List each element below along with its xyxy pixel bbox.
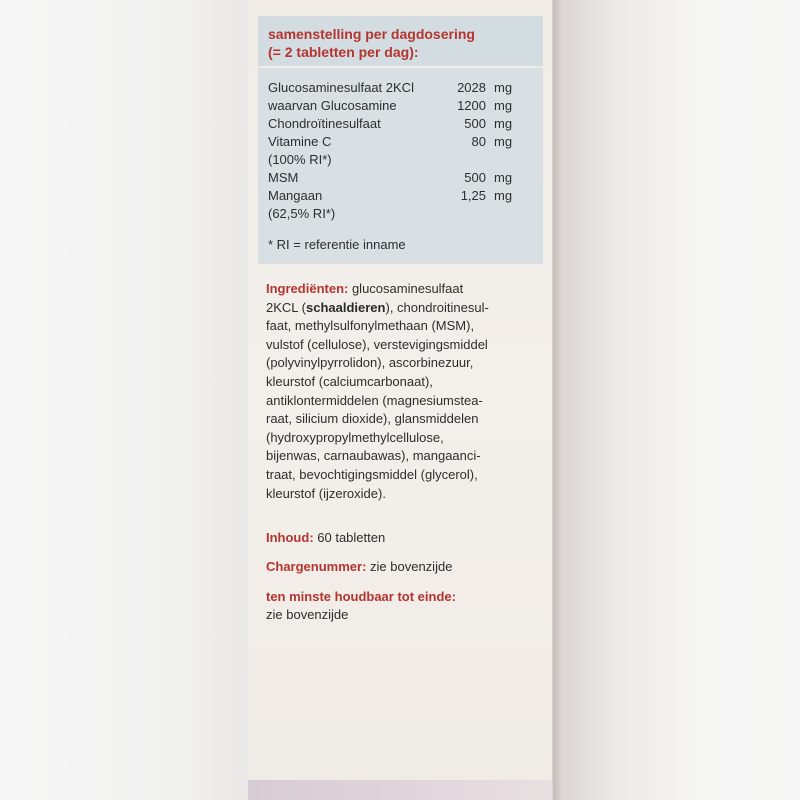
ingredients-line: kleurstof (calciumcarbonaat), — [266, 373, 433, 389]
ingredients-line: (hydroxypropylmethylcellulose, — [266, 429, 444, 445]
ingredients-line — [266, 299, 546, 318]
nutrient-unit: mg — [494, 98, 513, 113]
charge-line — [266, 559, 452, 574]
nutrient-unit: mg — [494, 170, 513, 185]
nutrient-unit: mg — [494, 134, 513, 149]
table-row — [268, 116, 536, 134]
nutrient-amount: 500 — [464, 116, 486, 131]
ri-footnote: * RI = referentie inname — [268, 237, 406, 252]
ingredients-line: raat, silicium dioxide), glansmiddelen — [266, 411, 479, 427]
nutrient-unit: mg — [494, 116, 513, 131]
ingredients-line: antiklontermiddelen (magnesiumstea- — [266, 392, 483, 408]
package-bottom-strip — [248, 780, 553, 800]
nutrient-amount: 500 — [464, 170, 486, 185]
ingredients-text — [266, 280, 546, 503]
mangaan-ri: (62,5% RI*) — [268, 206, 336, 221]
nutrient-name: Chondroïtinesulfaat — [268, 116, 381, 131]
nutrient-amount: 1200 — [457, 98, 486, 113]
inhoud-value: 60 tabletten — [313, 530, 386, 545]
nutrient-name: Glucosaminesulfaat 2KCl — [268, 80, 414, 95]
table-row — [268, 188, 536, 206]
nutrient-amount: 80 — [471, 134, 486, 149]
nutrient-amount: 1,25 — [460, 188, 486, 203]
nutrient-name: Mangaan — [268, 188, 323, 203]
houdbaar-label — [266, 589, 456, 604]
vitamin-c-ri: (100% RI*) — [268, 152, 332, 167]
composition-subtitle: (= 2 tabletten per dag): — [268, 44, 419, 60]
charge-label: Chargenummer: — [266, 559, 367, 574]
nutrient-unit: mg — [494, 80, 513, 95]
ingredients-line: (polyvinylpyrrolidon), ascorbinezuur, — [266, 355, 474, 371]
ingredients-line: bijenwas, carnaubawas), mangaanci- — [266, 448, 481, 464]
table-row — [268, 80, 536, 98]
ingredients-line: faat, methylsulfonylmethaan (MSM), — [266, 318, 475, 334]
nutrient-name: waarvan Glucosamine — [268, 98, 397, 113]
background-left — [0, 0, 248, 800]
houdbaar-value: zie bovenzijde — [266, 607, 349, 622]
ingredients-line: kleurstof (ijzeroxide). — [266, 485, 386, 501]
nutrient-name: MSM — [268, 170, 299, 185]
ingredients-line: traat, bevochtigingsmiddel (glycerol), — [266, 466, 478, 482]
inhoud-label: Inhoud: — [266, 530, 314, 545]
ingredients-line: vulstof (cellulose), verstevigingsmiddel — [266, 336, 488, 352]
ingredients-text-part: 2KCL ( — [266, 299, 306, 315]
composition-header — [258, 16, 543, 68]
nutrient-name: Vitamine C — [268, 134, 332, 149]
inhoud-line — [266, 530, 385, 545]
composition-table — [258, 16, 543, 264]
table-row — [268, 170, 536, 188]
nutrient-amount: 2028 — [457, 80, 486, 95]
ingredients-text-part: glucosaminesulfaat — [348, 281, 464, 296]
table-row — [268, 134, 536, 152]
table-row — [268, 98, 536, 116]
ingredients-text-part: ), chondroitinesul- — [385, 299, 489, 315]
ingredients-label: Ingrediënten: — [266, 281, 349, 296]
nutrient-unit: mg — [494, 188, 513, 203]
houdbaar-label-text: ten minste houdbaar tot einde: — [266, 589, 456, 604]
composition-title: samenstelling per dagdosering — [268, 26, 475, 42]
ingredients-line — [266, 280, 546, 299]
charge-value: zie bovenzijde — [366, 559, 453, 574]
background-right — [553, 0, 800, 800]
allergen-text: schaaldieren — [305, 299, 386, 315]
package-edge-shadow — [552, 0, 562, 800]
